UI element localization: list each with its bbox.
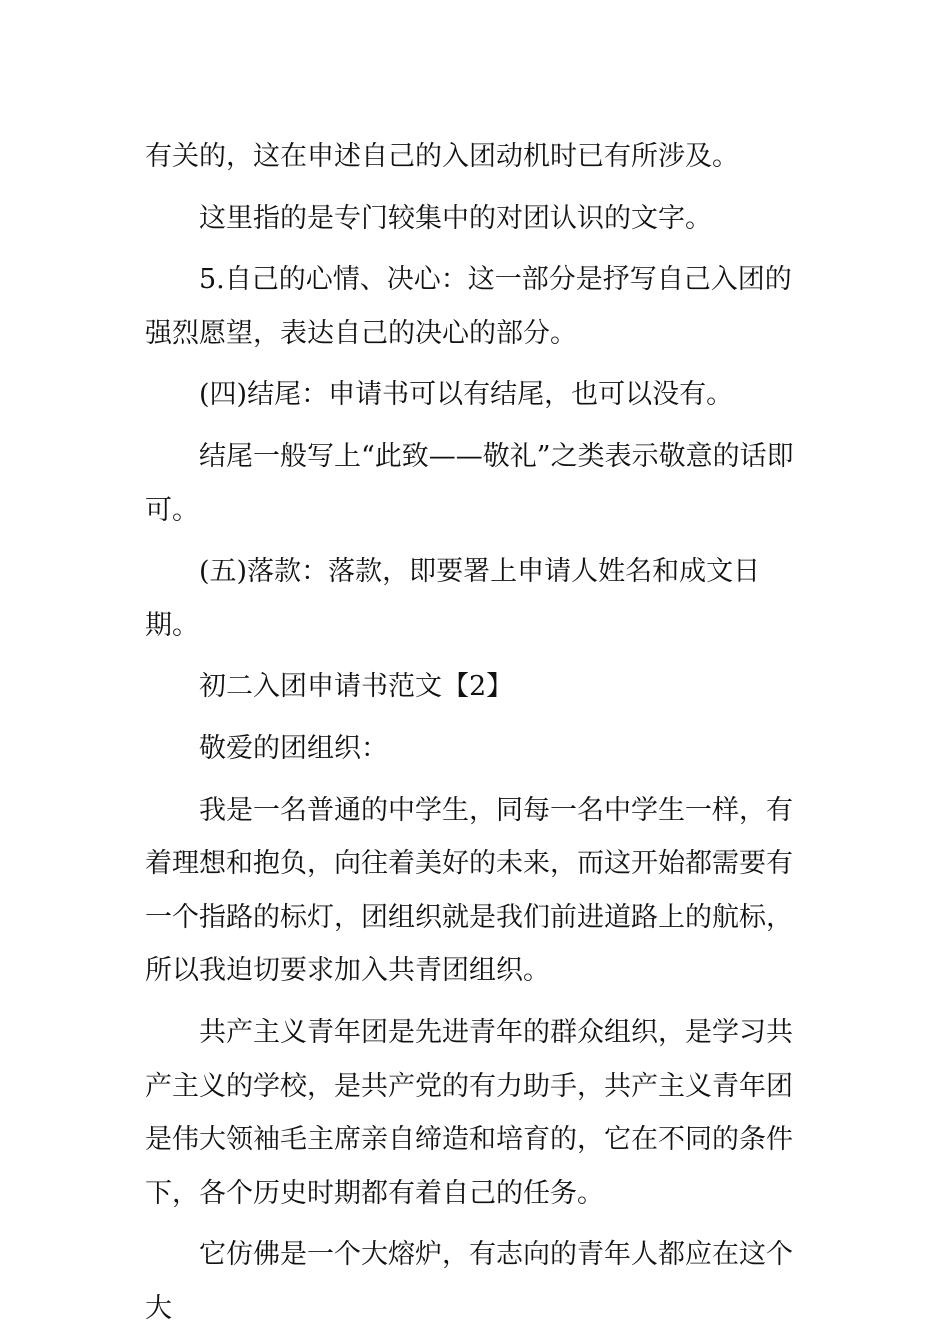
paragraph-ending-detail: 结尾一般写上“此致——敬礼”之类表示敬意的话即可。 <box>145 440 794 526</box>
paragraph-section-5: 5.自己的心情、决心：这一部分是抒写自己入团的强烈愿望，表达自己的决心的部分。 <box>145 264 792 349</box>
document-body <box>145 130 810 1335</box>
paragraph-body-3: 它仿佛是一个大熔炉，有志向的青年人都应在这个大 <box>145 1239 793 1324</box>
paragraph-body-1: 我是一名普通的中学生，同每一名中学生一样，有着理想和抱负，向往着美好的未来，而这开始都需要有一个指路的标灯，团组织就是我们前进道路上的航标，所以我迫切要求加入共青团组织。 <box>145 794 793 987</box>
paragraph-note: 这里指的是专门较集中的对团认识的文字。 <box>199 202 712 234</box>
paragraph-ending-heading: (四)结尾：申请书可以有结尾，也可以没有。 <box>199 379 734 411</box>
salutation: 敬爱的团组织： <box>199 732 388 764</box>
sample-title: 初二入团申请书范文【2】 <box>199 671 514 703</box>
paragraph-body-2: 共产主义青年团是先进青年的群众组织，是学习共产主义的学校，是共产党的有力助手，共产主义青年团是伟大领袖毛主席亲自缔造和培育的，它在不同的条件下，各个历史时期都有着自己的任务。 <box>145 1016 793 1209</box>
paragraph-signature-heading: (五)落款：落款，即要署上申请人姓名和成文日期。 <box>145 556 761 641</box>
paragraph-continuation: 有关的，这在申述自己的入团动机时已有所涉及。 <box>145 141 739 172</box>
